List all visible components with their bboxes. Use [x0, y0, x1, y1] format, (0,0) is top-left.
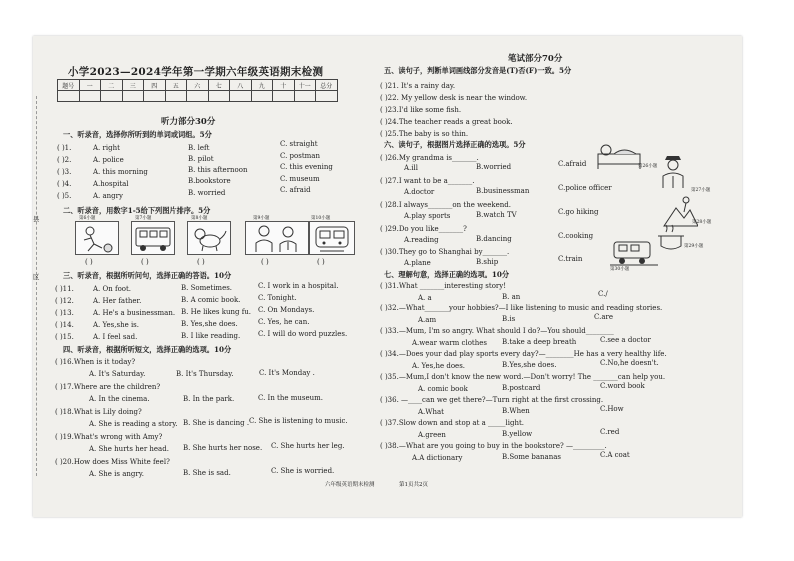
subway-icon — [310, 222, 354, 254]
option-b: B.postcard — [502, 384, 541, 392]
option-a: A.green — [418, 431, 446, 439]
question-text: ( )34.—Does your dad play sports every day?—________He has a very healthy life. — [380, 350, 667, 358]
q-number: ( )14. — [55, 321, 74, 329]
option-c: C.How — [600, 405, 624, 413]
option-a: A. Yes,he does. — [412, 362, 466, 370]
option-b: B.is — [502, 315, 516, 323]
question-text: ( )31.What _______interesting story! — [380, 282, 507, 290]
option-a: A. this morning — [93, 168, 148, 176]
question-text: ( )20.How does Miss White feel? — [55, 458, 170, 466]
written-part-title: 笔试部分70分 — [508, 54, 563, 64]
option-a: A. Her father. — [93, 297, 142, 305]
option-a: A. It's Saturday. — [89, 370, 146, 378]
option-b: B. an — [502, 293, 521, 301]
option-a: A. He's a businessman. — [93, 309, 176, 317]
option-c: C. On Mondays. — [258, 306, 315, 314]
option-b: B. It's Thursday. — [176, 370, 234, 378]
picture-label: 第9小题 — [253, 216, 270, 221]
football-player-icon — [76, 222, 118, 254]
question-text: ( )32.—What_______your hobbies?—I like listening to music and reading stories. — [380, 304, 663, 312]
option-a: A. right — [93, 144, 120, 152]
section6-heading: 六、读句子，根据图片选择正确的选项。5分 — [384, 140, 526, 149]
option-b: B. this afternoon — [188, 166, 248, 174]
score-cell: 总分 — [316, 80, 338, 91]
score-cell: 题号 — [58, 80, 80, 91]
option-c: C.word book — [600, 382, 645, 390]
question-text: ( )30.They go to Shanghai by_______. — [380, 248, 510, 256]
score-cell: 三 — [122, 80, 144, 91]
score-cell: 十 — [273, 80, 295, 91]
judge-item: ( )21. It's a rainy day. — [380, 82, 456, 90]
option-a: A.am — [418, 316, 437, 324]
option-c: C.are — [594, 313, 613, 321]
option-a: A. She hurts her head. — [89, 445, 169, 453]
option-c: C. postman — [280, 152, 320, 160]
score-cell: 六 — [187, 80, 209, 91]
option-b: B. Sometimes. — [181, 284, 233, 292]
option-b: B.yellow — [502, 430, 533, 438]
question-text: ( )19.What's wrong with Amy? — [55, 433, 163, 441]
order-blank[interactable]: ( ) — [85, 258, 93, 266]
picture-label: 第10小题 — [311, 216, 331, 221]
doctor-patient-icon — [246, 222, 308, 254]
section1-heading: 一、听录音，选择你所听到的单词或词组。5分 — [63, 130, 212, 139]
option-b: B.take a deep breath — [502, 338, 577, 346]
section4-heading: 四、听录音，根据所听短文，选择正确的选项。10分 — [63, 345, 232, 354]
option-a: A.ill — [404, 164, 418, 172]
q-number: ( )12. — [55, 297, 74, 305]
option-c: C. afraid — [280, 186, 311, 194]
picture-10-subway — [309, 221, 355, 255]
option-a: A. comic book — [418, 385, 468, 393]
listening-part-title: 听力部分30分 — [161, 117, 216, 127]
score-table-header-row — [58, 80, 338, 91]
option-a: A.play sports — [404, 212, 451, 220]
option-c: C. Yes, he can. — [258, 318, 310, 326]
question-text: ( )26.My grandma is_______. — [380, 154, 479, 162]
option-b: B.When — [502, 407, 530, 415]
score-entry[interactable] — [165, 91, 187, 102]
option-a: A. On foot. — [93, 285, 132, 293]
option-c: C.No,he doesn't. — [600, 359, 659, 367]
option-b: B.ship — [476, 258, 499, 266]
score-table — [57, 79, 338, 102]
option-b: B.Some bananas — [502, 453, 561, 461]
score-entry[interactable] — [79, 91, 101, 102]
option-a: A.doctor — [404, 188, 435, 196]
section7-heading: 七、理解句意，选择正确的选项。10分 — [384, 270, 510, 279]
option-c: C. In the museum. — [258, 394, 323, 402]
option-a: A. Yes,she is. — [93, 321, 140, 329]
option-a: A. I feel sad. — [93, 333, 138, 341]
score-entry[interactable] — [230, 91, 252, 102]
option-a: A.What — [418, 408, 444, 416]
judge-item: ( )23.I'd like some fish. — [380, 106, 462, 114]
option-b: B. A comic book. — [181, 296, 241, 304]
section3-heading: 三、听录音，根据所听问句，选择正确的答语。10分 — [63, 271, 232, 280]
option-c: C.afraid — [558, 160, 587, 168]
picture-29-cooking — [656, 222, 686, 252]
score-entry[interactable] — [187, 91, 209, 102]
picture-7-bus — [131, 221, 175, 255]
score-entry[interactable] — [208, 91, 230, 102]
score-cell: 二 — [101, 80, 123, 91]
option-c: C. She hurts her leg. — [271, 442, 345, 450]
question-text: ( )36. —____can we get there?—Turn right at the first crossing. — [380, 396, 604, 404]
option-c: C. this evening — [280, 163, 333, 171]
order-blank[interactable]: ( ) — [197, 258, 205, 266]
dog-icon — [188, 222, 230, 254]
picture-label: 第29小题 — [684, 244, 704, 249]
footer-right: 第1页共2页 — [399, 482, 428, 488]
option-c: C.red — [600, 428, 620, 436]
score-cell: 七 — [208, 80, 230, 91]
option-c: C. straight — [280, 140, 318, 148]
police-officer-icon — [654, 152, 692, 190]
bus-icon — [132, 222, 174, 254]
q-number: ( )1. — [57, 144, 72, 152]
option-b: B. She is dancing . — [183, 419, 250, 427]
cooking-pot-icon — [656, 222, 686, 252]
score-table-blank-row — [58, 91, 338, 102]
option-b: B. She hurts her nose. — [183, 444, 263, 452]
score-entry[interactable] — [144, 91, 166, 102]
q-number: ( )2. — [57, 156, 72, 164]
picture-27-police — [654, 152, 692, 190]
option-b: B. He likes kung fu. — [181, 308, 252, 316]
score-entry[interactable] — [251, 91, 273, 102]
order-blank[interactable]: ( ) — [261, 258, 269, 266]
score-entry[interactable] — [101, 91, 123, 102]
option-c: C.train — [558, 255, 583, 263]
score-cell: 九 — [251, 80, 273, 91]
option-a: A.wear warm clothes — [412, 339, 487, 347]
option-b: B. pilot — [188, 155, 214, 163]
option-c: C. She is listening to music. — [249, 417, 348, 425]
picture-label: 第27小题 — [691, 188, 711, 193]
picture-9-doctor — [245, 221, 309, 255]
option-a: A. a — [418, 294, 432, 302]
score-cell: 五 — [165, 80, 187, 91]
option-b: B.bookstore — [188, 177, 231, 185]
picture-label: 第26小题 — [638, 164, 658, 169]
option-a: A.reading — [404, 236, 439, 244]
footer-left: 六年级英语期末检测 — [325, 482, 375, 488]
question-text: ( )18.What is Lily doing? — [55, 408, 142, 416]
option-a: A. She is angry. — [89, 470, 144, 478]
picture-6-football — [75, 221, 119, 255]
question-text: ( )38.—What are you going to buy in the bookstore? —_________. — [380, 442, 607, 450]
option-a: A.hospital — [93, 180, 129, 188]
question-text: ( )28.I always_______on the weekend. — [380, 201, 511, 209]
option-c: C.cooking — [558, 232, 594, 240]
question-text: ( )35.—Mum,I don't know the new word.—Don't worry! The _______can help you. — [380, 373, 666, 381]
q-number: ( )11. — [55, 285, 74, 293]
option-c: C.A coat — [600, 451, 630, 459]
order-blank[interactable]: ( ) — [317, 258, 325, 266]
question-text: ( )37.Slow down and stop at a _____light. — [380, 419, 525, 427]
question-text: ( )16.When is it today? — [55, 358, 136, 366]
q-number: ( )15. — [55, 333, 74, 341]
option-c: C. museum — [280, 175, 320, 183]
side-label-county: 县 — [33, 215, 40, 223]
option-b: B. In the park. — [183, 395, 235, 403]
option-b: B. worried — [188, 189, 226, 197]
option-b: B. left — [188, 144, 210, 152]
score-entry[interactable] — [122, 91, 144, 102]
option-b: B.watch TV — [476, 211, 517, 219]
option-c: C. I work in a hospital. — [258, 282, 339, 290]
score-entry[interactable] — [294, 91, 316, 102]
option-b: B. Yes,she does. — [181, 320, 238, 328]
section5-heading: 五、读句子，判断单词画线部分发音是(T)否(F)一致。5分 — [384, 66, 572, 75]
exam-paper — [33, 36, 742, 517]
section2-heading: 二、听录音，用数字1-5给下列图片排序。5分 — [63, 206, 211, 215]
option-b: B. I like reading. — [181, 332, 241, 340]
picture-label: 第8小题 — [191, 216, 208, 221]
option-a: A. police — [93, 156, 124, 164]
score-cell: 十一 — [294, 80, 316, 91]
option-a: A.A dictionary — [412, 454, 463, 462]
score-entry[interactable] — [58, 91, 80, 102]
train-icon — [610, 232, 658, 268]
score-cell: 八 — [230, 80, 252, 91]
score-entry[interactable] — [316, 91, 338, 102]
question-text: ( )27.I want to be a_______. — [380, 177, 475, 185]
exam-title: 小学2023—2024学年第一学期六年级英语期末检测 — [68, 66, 324, 78]
picture-label: 第7小题 — [135, 216, 152, 221]
question-text: ( )29.Do you like_______? — [380, 225, 467, 233]
option-b: B.dancing — [476, 235, 512, 243]
judge-item: ( )22. My yellow desk is near the window. — [380, 94, 528, 102]
picture-label: 第6小题 — [79, 216, 96, 221]
option-a: A.plane — [404, 259, 431, 267]
judge-item: ( )25.The baby is so thin. — [380, 130, 469, 138]
option-c: C.see a doctor — [600, 336, 651, 344]
option-c: C. Tonight. — [258, 294, 297, 302]
q-number: ( )3. — [57, 168, 72, 176]
judge-item: ( )24.The teacher reads a great book. — [380, 118, 513, 126]
option-b: B. She is sad. — [183, 469, 231, 477]
picture-label: 第28小题 — [692, 220, 712, 225]
score-entry[interactable] — [273, 91, 295, 102]
option-c: C.police officer — [558, 184, 612, 192]
option-b: B.businessman — [476, 187, 530, 195]
q-number: ( )5. — [57, 192, 72, 200]
question-text: ( )17.Where are the children? — [55, 383, 161, 391]
score-cell: 一 — [79, 80, 101, 91]
option-c: C./ — [598, 290, 608, 298]
order-blank[interactable]: ( ) — [141, 258, 149, 266]
question-text: ( )33.—Mum, I'm so angry. What should I do?—You should________ — [380, 327, 614, 335]
option-c: C. I will do word puzzles. — [258, 330, 348, 338]
option-b: B.worried — [476, 163, 512, 171]
option-c: C. It's Monday . — [259, 369, 315, 377]
q-number: ( )13. — [55, 309, 74, 317]
side-label-district: 区 — [33, 273, 40, 281]
binding-line — [36, 96, 38, 476]
option-c: C. She is worried. — [271, 467, 335, 475]
option-c: C.go hiking — [558, 208, 599, 216]
score-cell: 四 — [144, 80, 166, 91]
option-a: A. In the cinema. — [89, 395, 150, 403]
picture-label: 第30小题 — [610, 267, 630, 272]
option-b: B.Yes,she does. — [502, 361, 557, 369]
picture-8-dog — [187, 221, 231, 255]
q-number: ( )4. — [57, 180, 72, 188]
option-a: A. angry — [93, 192, 123, 200]
option-a: A. She is reading a story. — [89, 420, 178, 428]
picture-30-train — [610, 232, 658, 268]
